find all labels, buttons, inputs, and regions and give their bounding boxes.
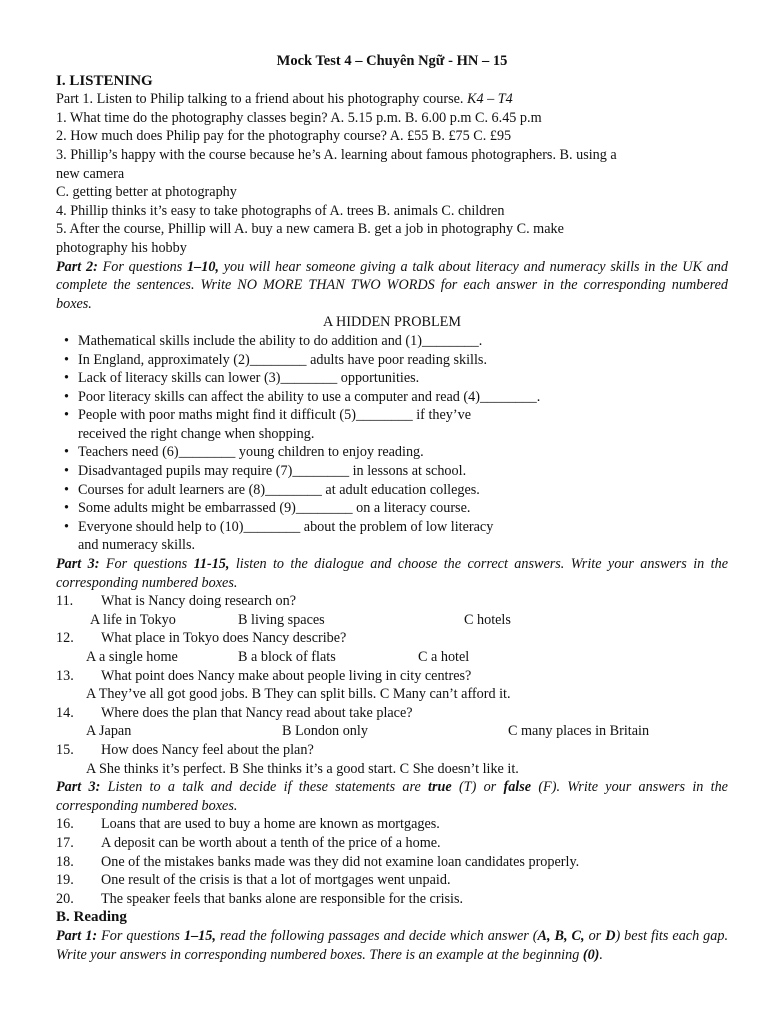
- reading-heading: B. Reading: [56, 909, 127, 926]
- part1-line: 2. How much does Philip pay for the photography course? A. £55 B. £75 C. £95: [56, 128, 512, 145]
- part2-heading: A HIDDEN PROBLEM: [323, 314, 461, 331]
- part1-intro: Part 1. Listen to Philip talking to a friend about his photography course. K4 – T4: [56, 91, 513, 108]
- question-13: 13. What point does Nancy make about people living in city centres?: [56, 667, 472, 684]
- list-item: • Disadvantaged pupils may require (7)________ in lessons at school.: [64, 463, 467, 480]
- part1-line: C. getting better at photography: [56, 184, 237, 201]
- list-item: • Lack of literacy skills can lower (3)________ opportunities.: [64, 370, 420, 387]
- question-15: 15. How does Nancy feel about the plan?: [56, 741, 314, 758]
- option-b: B living spaces: [238, 611, 325, 628]
- part1-line: 4. Phillip thinks it’s easy to take photographs of A. trees B. animals C. children: [56, 202, 505, 219]
- list-item: • Mathematical skills include the ability to do addition and (1)________.: [64, 332, 483, 349]
- question-12: 12. What place in Tokyo does Nancy describe?: [56, 630, 347, 647]
- question-11: 11. What is Nancy doing research on?: [56, 593, 297, 610]
- part1-code: K4 – T4: [466, 91, 513, 108]
- statement-20: 20. The speaker feels that banks alone are responsible for the crisis.: [56, 890, 464, 907]
- statement-18: 18. One of the mistakes banks made was they did not examine loan candidates properly.: [56, 853, 580, 870]
- question-13-options: A They’ve all got good jobs. B They can split bills. C Many can’t afford it.: [86, 686, 511, 703]
- statement-16: 16. Loans that are used to buy a home are known as mortgages.: [56, 816, 440, 833]
- statement-19: 19. One result of the crisis is that a lot of mortgages went unpaid.: [56, 872, 451, 889]
- part1-line: 5. After the course, Phillip will A. buy a new camera B. get a job in photography C. make: [56, 221, 564, 238]
- part2-list: [56, 332, 728, 555]
- option-a: A life in Tokyo: [90, 611, 176, 628]
- list-item: • In England, approximately (2)________ adults have poor reading skills.: [64, 351, 487, 368]
- option-c: C hotels: [464, 611, 511, 628]
- question-14-options: [56, 722, 728, 741]
- option-b: B London only: [282, 723, 368, 740]
- list-item: • People with poor maths might find it difficult (5)________ if they’ve received the right change when shopping.: [64, 407, 471, 442]
- reading-part1-instruction: Part 1: For questions 1–15, read the following passages and decide which answer (A, B, C, or D) best fits each gap. Write your answers in corresponding numbered boxes. There is an example at the beginning (0).: [56, 927, 729, 963]
- list-item: • Everyone should help to (10)________ about the problem of low literacy and numeracy skills.: [64, 518, 494, 554]
- part1-line: new camera: [56, 165, 125, 182]
- part3b-instruction: Part 3: Listen to a talk and decide if these statements are true (T) or false (F). Write your answers in the corresponding numbered boxes.: [56, 779, 728, 814]
- question-14: 14. Where does the plan that Nancy read about take place?: [56, 704, 413, 721]
- question-15-options: A She thinks it’s perfect. B She thinks it’s a good start. C She doesn’t like it.: [86, 760, 519, 777]
- part3-instruction: Part 3: For questions 11-15, listen to the dialogue and choose the correct answers. Write your answers in the corresponding numbered boxes.: [56, 556, 728, 591]
- list-item: • Teachers need (6)________ young children to enjoy reading.: [64, 444, 424, 461]
- option-c: C many places in Britain: [508, 723, 650, 740]
- question-12-options: [56, 648, 728, 667]
- question-11-options: [56, 611, 728, 630]
- part1-line: photography his hobby: [56, 239, 187, 256]
- part2-instruction: Part 2: For questions 1–10, you will hear someone giving a talk about literacy and numeracy skills in the UK and complete the sentences. Write NO MORE THAN TWO WORDS for each answer in the corresponding numbered boxes.: [56, 258, 728, 312]
- statement-17: 17. A deposit can be worth about a tenth of the price of a home.: [56, 834, 441, 851]
- listening-heading: I. LISTENING: [56, 72, 153, 89]
- list-item: • Some adults might be embarrassed (9)________ on a literacy course.: [64, 500, 471, 517]
- option-c: C a hotel: [418, 649, 470, 665]
- page-title: Mock Test 4 – Chuyên Ngữ - HN – 15: [276, 53, 508, 69]
- option-b: B a block of flats: [238, 649, 336, 665]
- part1-line: 1. What time do the photography classes begin? A. 5.15 p.m. B. 6.00 p.m C. 6.45 p.m: [56, 109, 542, 126]
- option-a: A Japan: [86, 723, 132, 740]
- option-a: A a single home: [86, 649, 178, 665]
- list-item: • Poor literacy skills can affect the ability to use a computer and read (4)________.: [64, 388, 541, 405]
- test-page: [56, 52, 728, 964]
- list-item: • Courses for adult learners are (8)________ at adult education colleges.: [64, 481, 480, 498]
- part1-line: 3. Phillip’s happy with the course because he’s A. learning about famous photographers. B. using a: [56, 146, 617, 163]
